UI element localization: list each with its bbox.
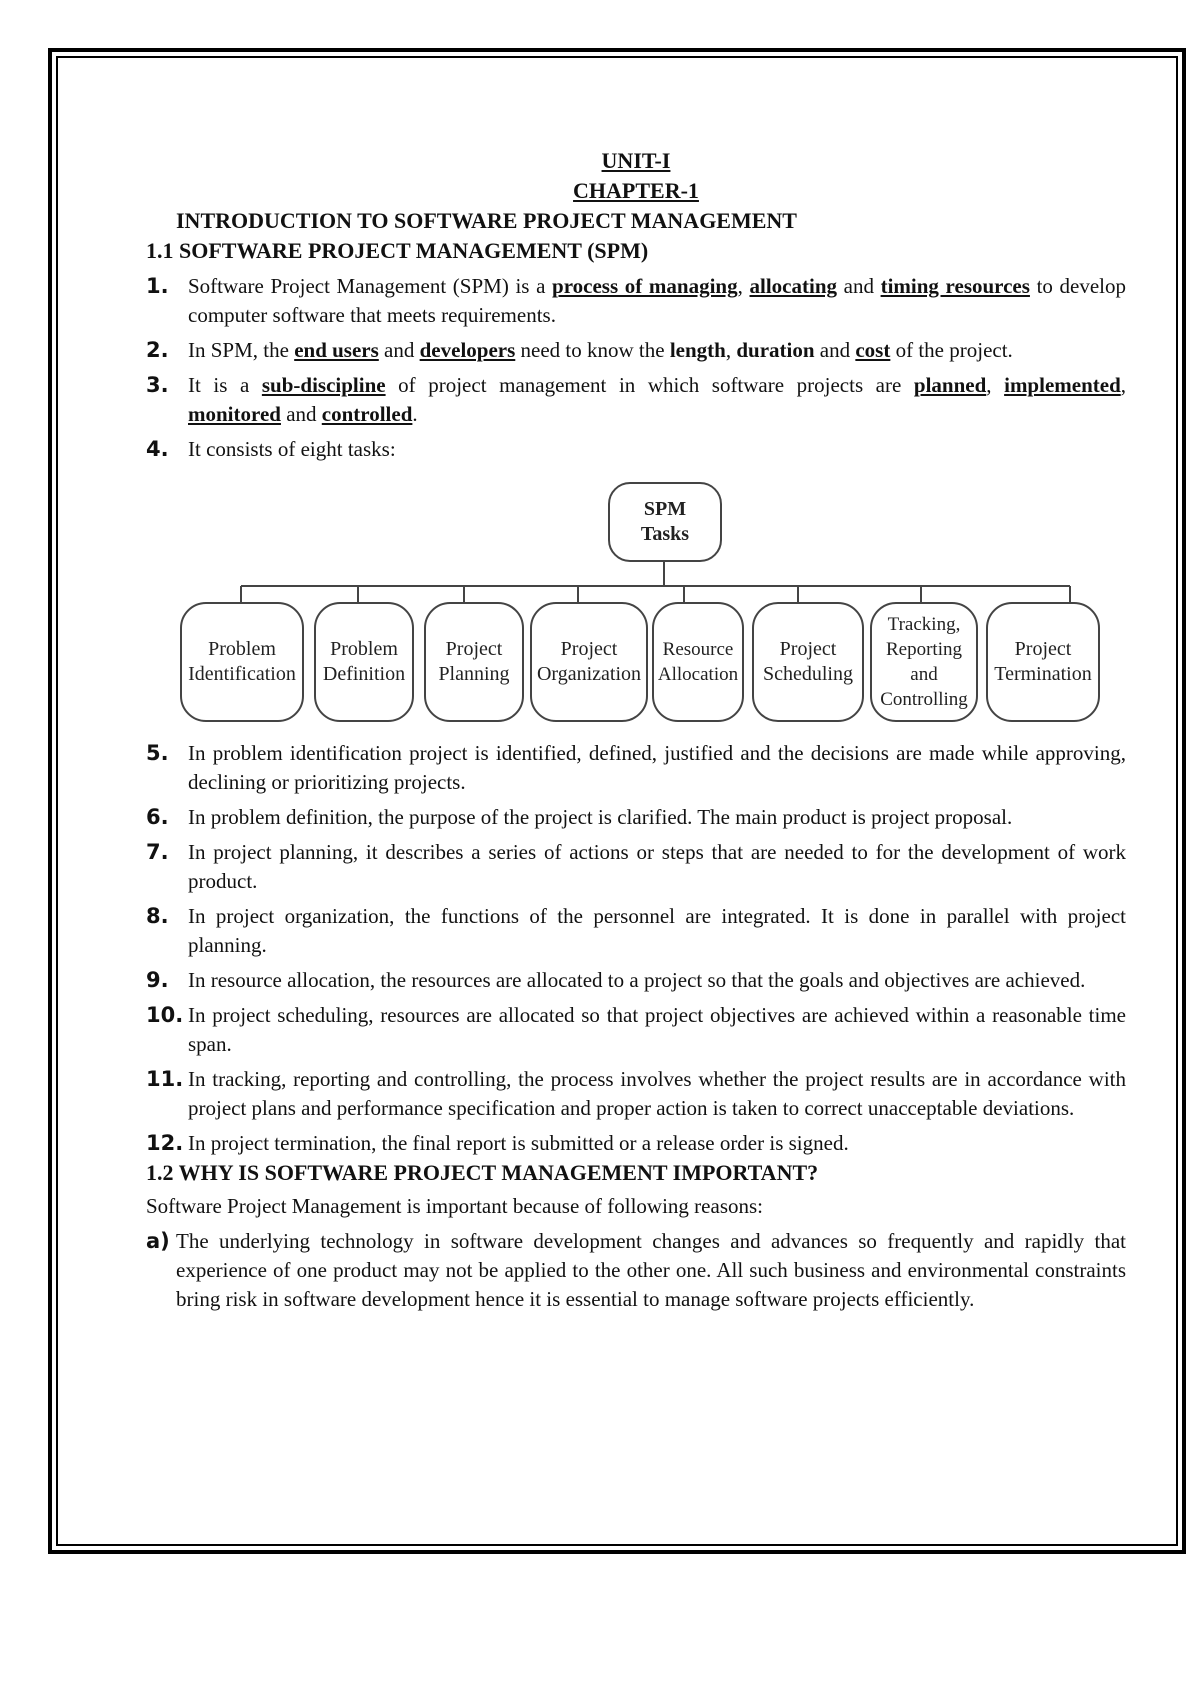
item-number: 2. — [146, 338, 169, 362]
item-text: The underlying technology in software development changes and advances so frequently and rapidly that experience of one product may not be applied to the other one. All such business and environmental constraints bring risk in software development hence it is essential to manage software projects efficiently. — [176, 1229, 1126, 1311]
item-text: In project organization, the functions of the personnel are integrated. It is done in parallel with project planning. — [188, 904, 1126, 957]
item-text: It consists of eight tasks: — [188, 437, 396, 461]
document-body — [146, 146, 1126, 1314]
diagram-node-project-organization: Project Organization — [530, 602, 648, 722]
item-text: Software Project Management (SPM) is a process of managing, allocating and timing resources to develop computer software that meets requirements. — [188, 274, 1127, 327]
list-item — [146, 1129, 1126, 1158]
diagram-root-node: SPM Tasks — [608, 482, 722, 562]
item-text: In problem identification project is identified, defined, justified and the decisions are made while approving, declining or prioritizing projects. — [188, 741, 1126, 794]
item-number: 5. — [146, 741, 169, 765]
list-item — [146, 803, 1126, 832]
diagram-node-resource-allocation: Resource Allocation — [652, 602, 744, 722]
list-item — [146, 1227, 1126, 1314]
item-number: 8. — [146, 904, 169, 928]
item-number: 4. — [146, 437, 169, 461]
list-item — [146, 336, 1126, 365]
item-text: In SPM, the end users and developers need to know the length, duration and cost of the project. — [188, 338, 1013, 362]
item-number: 12. — [146, 1131, 184, 1155]
item-number: 6. — [146, 805, 169, 829]
diagram-node-project-scheduling: Project Scheduling — [752, 602, 864, 722]
item-number: 10. — [146, 1003, 184, 1027]
item-text: In problem definition, the purpose of the project is clarified. The main product is project proposal. — [188, 805, 1013, 829]
list-item — [146, 1065, 1126, 1123]
diagram-node-tracking-reporting-controlling: Tracking, Reporting and Controlling — [870, 602, 978, 722]
chapter-heading: CHAPTER-1 — [573, 178, 699, 203]
section-heading-1-2: 1.2 WHY IS SOFTWARE PROJECT MANAGEMENT IMPORTANT? — [146, 1160, 819, 1185]
list-item — [146, 838, 1126, 896]
diagram-node-problem-identification: Problem Identification — [180, 602, 304, 722]
item-text: In tracking, reporting and controlling, the process involves whether the project results are in accordance with project plans and performance specification and proper action is taken to correct unacceptable deviations. — [188, 1067, 1126, 1120]
list-item — [146, 966, 1126, 995]
diagram-node-project-termination: Project Termination — [986, 602, 1100, 722]
item-text: In project termination, the final report is submitted or a release order is signed. — [188, 1131, 849, 1155]
item-number: 9. — [146, 968, 169, 992]
item-text: It is a sub-discipline of project management in which software projects are planned, implemented, monitored and controlled. — [188, 373, 1127, 426]
item-text: In project planning, it describes a series of actions or steps that are needed to for the development of work product. — [188, 840, 1126, 893]
spm-tasks-diagram — [146, 474, 1106, 729]
chapter-title: INTRODUCTION TO SOFTWARE PROJECT MANAGEMENT — [176, 208, 797, 233]
item-number: 1. — [146, 274, 169, 298]
item-text: In resource allocation, the resources are allocated to a project so that the goals and objectives are achieved. — [188, 968, 1086, 992]
list-item — [146, 739, 1126, 797]
item-text: In project scheduling, resources are allocated so that project objectives are achieved within a reasonable time span. — [188, 1003, 1126, 1056]
unit-heading: UNIT-I — [601, 148, 671, 173]
diagram-node-project-planning: Project Planning — [424, 602, 524, 722]
item-number: 3. — [146, 373, 169, 397]
list-item — [146, 435, 1126, 464]
list-item — [146, 1001, 1126, 1059]
list-item — [146, 272, 1126, 330]
section-intro: Software Project Management is important because of following reasons: — [146, 1194, 763, 1218]
diagram-node-problem-definition: Problem Definition — [314, 602, 414, 722]
item-letter: a) — [146, 1229, 170, 1253]
list-item — [146, 902, 1126, 960]
section-heading-1-1: 1.1 SOFTWARE PROJECT MANAGEMENT (SPM) — [146, 238, 649, 263]
item-number: 11. — [146, 1067, 184, 1091]
list-item — [146, 371, 1126, 429]
item-number: 7. — [146, 840, 169, 864]
